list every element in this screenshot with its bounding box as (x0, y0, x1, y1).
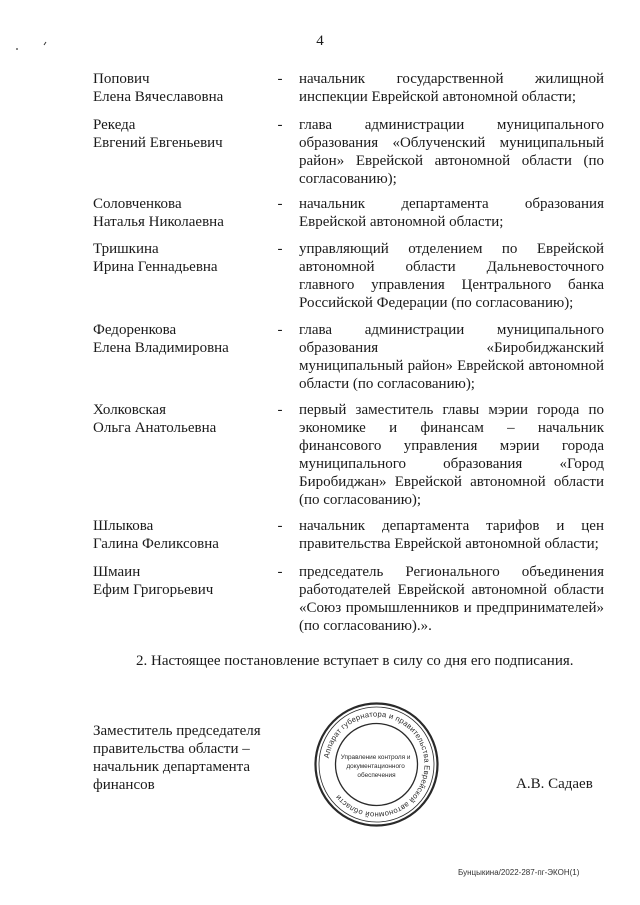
member-dash: - (277, 564, 283, 580)
svg-text:Управление контроля и доку (341, 754, 412, 779)
seal-outer-text: Аппарат губернатора и правительства Еврейской автономной области (321, 709, 432, 820)
member-surname: Шлыкова (93, 518, 154, 534)
member-name (93, 401, 273, 437)
member-name (93, 321, 273, 357)
member-surname: Соловченкова (93, 196, 182, 212)
member-role: глава администрации муниципального образования «Облученский муниципальный район» Еврейской автономной области (по согласованию); (299, 117, 604, 187)
member-dash: - (277, 241, 283, 257)
member-given-names: Ирина Геннадьевна (93, 259, 218, 275)
member-role: председатель Регионального объединения работодателей Еврейской автономной области «Союз промышленников и предпринимателей» (по согласованию).». (299, 564, 604, 634)
member-role: начальник департамента тарифов и цен правительства Еврейской автономной области; (299, 518, 604, 552)
member-name (93, 240, 273, 276)
member-name (93, 517, 273, 553)
member-given-names: Евгений Евгеньевич (93, 135, 223, 151)
member-name (93, 116, 273, 152)
member-dash: - (277, 402, 283, 418)
member-given-names: Наталья Николаевна (93, 214, 224, 230)
scan-specks (14, 40, 54, 54)
member-dash: - (277, 196, 283, 212)
member-surname: Рекеда (93, 117, 136, 133)
member-name (93, 195, 273, 231)
effective-date-clause: 2. Настоящее постановление вступает в силу со дня его подписания. (136, 653, 574, 669)
seal-inner-line: Управление контроля и (340, 754, 411, 761)
member-surname: Холковская (93, 402, 166, 418)
seal-inner-line: документационного (346, 763, 405, 770)
member-name (93, 70, 273, 106)
member-surname: Федоренкова (93, 322, 177, 338)
member-name (93, 563, 273, 599)
member-role: глава администрации муниципального образования «Биробиджанский муниципальный район» Еврейской автономной области (по согласованию); (299, 322, 604, 392)
signatory-name: А.В. Садаев (516, 776, 593, 792)
member-given-names: Ольга Анатольевна (93, 420, 217, 436)
member-dash: - (277, 71, 283, 87)
official-seal-stamp (313, 701, 440, 828)
document-registration-code: Бунцыкина/2022-287-пг-ЭКОН(1) (458, 868, 580, 877)
member-given-names: Елена Вячеславовна (93, 89, 224, 105)
seal-inner-line: обеспечения (357, 772, 396, 779)
member-given-names: Елена Владимировна (93, 340, 229, 356)
member-dash: - (277, 322, 283, 338)
member-role: первый заместитель главы мэрии города по экономике и финансам – начальник финансового управления мэрии города муниципального образования «Город Биробиджан» Еврейской автономной области (по согласованию); (299, 402, 604, 508)
member-dash: - (277, 117, 283, 133)
member-surname: Попович (93, 71, 150, 87)
member-given-names: Галина Феликсовна (93, 536, 219, 552)
member-role: начальник департамента образования Еврейской автономной области; (299, 196, 604, 230)
member-role: начальник государственной жилищной инспекции Еврейской автономной области; (299, 71, 604, 105)
member-role: управляющий отделением по Еврейской автономной области Дальневосточного главного управления Центрального банка Российской Федерации (по согласованию); (299, 241, 604, 311)
page-number: 4 (316, 33, 324, 49)
member-surname: Шмаин (93, 564, 141, 580)
member-given-names: Ефим Григорьевич (93, 582, 214, 598)
member-dash: - (277, 518, 283, 534)
member-surname: Тришкина (93, 241, 159, 257)
signatory-title: Заместитель председателя правительства области – начальник департамента финансов (93, 723, 261, 793)
